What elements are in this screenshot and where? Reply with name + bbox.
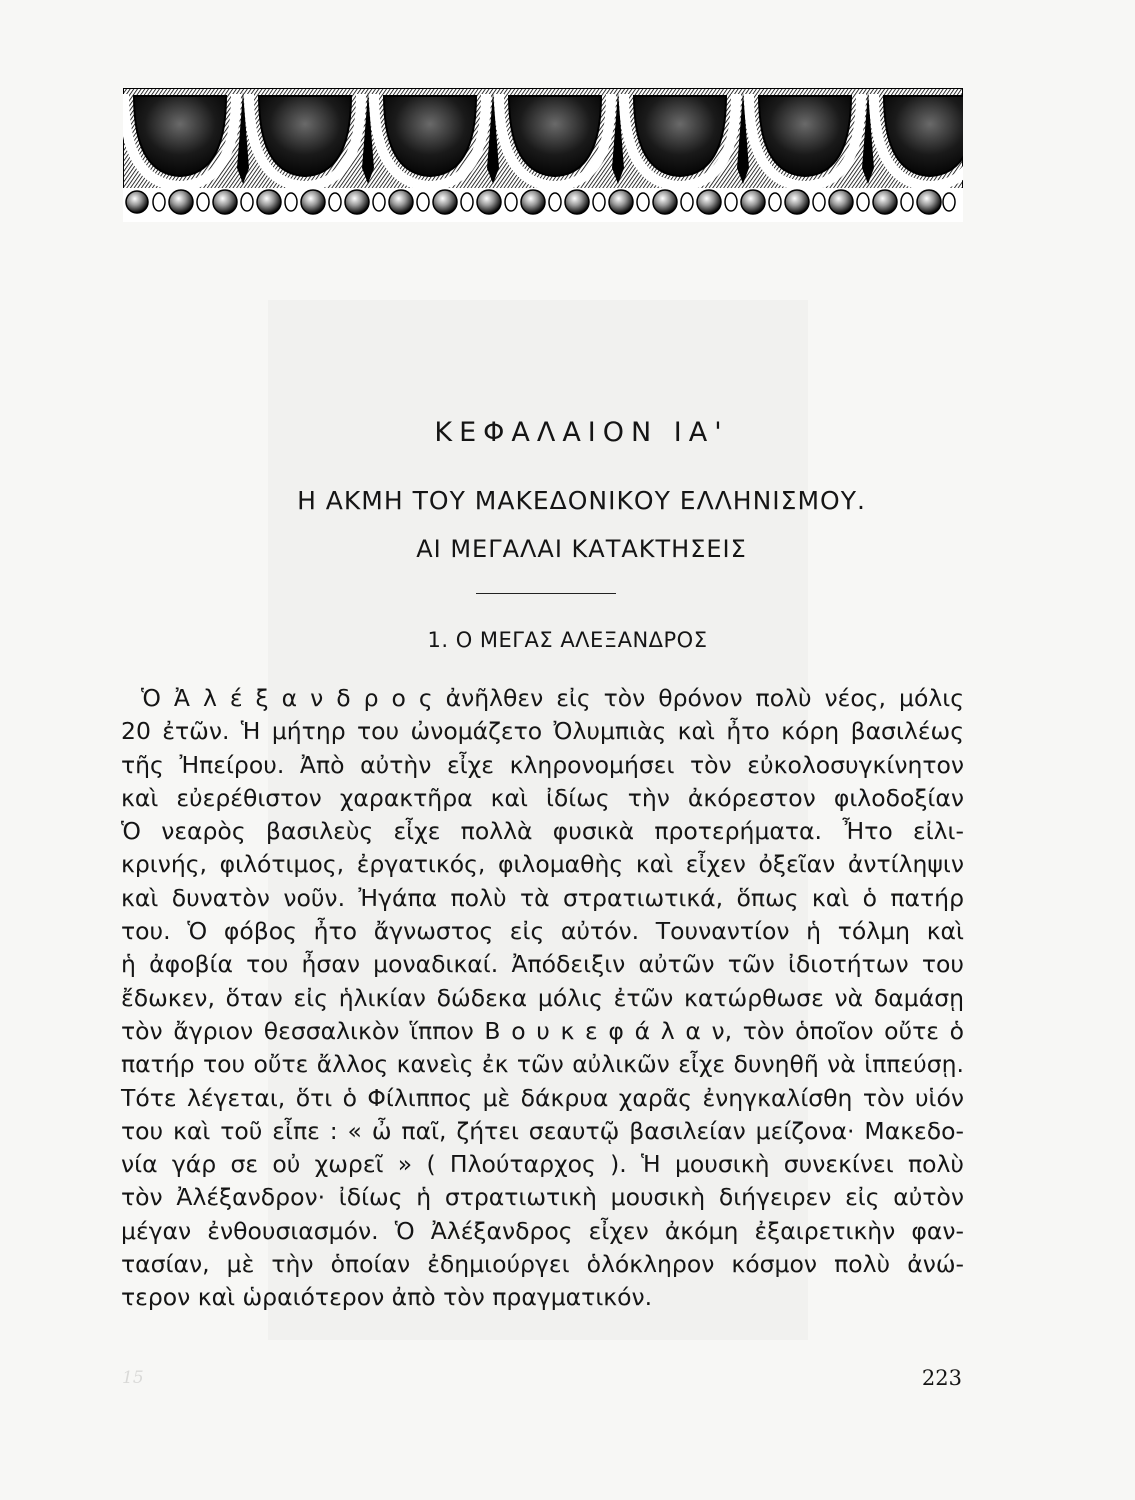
text-line: Ὁ νεαρὸς βασιλεὺς εἶχε πολλὰ φυσικὰ προτερήματα. Ἦτο εἰλι-: [121, 817, 964, 846]
text-line: 20 ἐτῶν. Ἡ μήτηρ του ὠνομάζετο Ὀλυμπιὰς καὶ ἦτο κόρη βασιλέως: [121, 717, 964, 746]
text-line: του καὶ τοῦ εἶπε : « ὦ παῖ, ζήτει σεαυτῷ βασιλείαν μείζονα· Μακεδο-: [121, 1116, 964, 1145]
text-line: τὸν ἄγριον θεσσαλικὸν ἵππον Β ο υ κ ε φ ά λ α ν, τὸν ὁποῖον οὔτε ὁ: [121, 1016, 964, 1045]
text-line: ἔδωκεν, ὅταν εἰς ἡλικίαν δώδεκα μόλις ἐτῶν κατώρθωσε νὰ δαμάσῃ: [121, 983, 964, 1012]
text-line: τερον καὶ ὡραιότερον ἀπὸ τὸν πραγματικόν.: [121, 1283, 653, 1312]
text-line: καὶ εὐερέθιστον χαρακτῆρα καὶ ἰδίως τὴν ἀκόρεστον φιλοδοξίαν: [121, 783, 964, 812]
text-line: τασίαν, μὲ τὴν ὁποίαν ἐδημιούργει ὁλόκληρον κόσμον πολὺ ἀνώ-: [121, 1250, 964, 1279]
text-line: μέγαν ἐνθουσιασμόν. Ὁ Ἀλέξανδρος εἶχεν ἀκόμη ἐξαιρετικὴν φαν-: [121, 1216, 964, 1245]
text-line: ἡ ἀφοβία του ἦσαν μοναδικαί. Ἀπόδειξιν αὐτῶν τῶν ἰδιοτήτων του: [121, 950, 964, 979]
section-heading: 1. Ο ΜΕΓΑΣ ΑΛΕΞΑΝΔΡΟΣ: [427, 628, 708, 652]
text-line: τὸν Ἀλέξανδρον· ἰδίως ἡ στρατιωτικὴ μουσικὴ διήγειρεν εἰς αὐτὸν: [121, 1183, 964, 1212]
title-divider: [476, 593, 616, 594]
text-line: τῆς Ἠπείρου. Ἀπὸ αὐτὴν εἶχε κληρονομήσει τὸν εὐκολοσυγκίνητον: [121, 750, 964, 779]
chapter-title-line-1: Η ΑΚΜΗ ΤΟΥ ΜΑΚΕΔΟΝΙΚΟΥ ΕΛΛΗΝΙΣΜΟΥ.: [297, 486, 866, 515]
egg-and-dart-ornament: [123, 88, 963, 222]
text-line: πατήρ του οὔτε ἄλλος κανεὶς ἐκ τῶν αὐλικῶν εἶχε δυνηθῆ νὰ ἱππεύσῃ.: [121, 1050, 964, 1079]
text-line: Τότε λέγεται, ὅτι ὁ Φίλιππος μὲ δάκρυα χαρᾶς ἐνηγκαλίσθη τὸν υἱόν: [121, 1083, 964, 1112]
text-line: Ὁ Ἀ λ έ ξ α ν δ ρ ο ς ἀνῆλθεν εἰς τὸν θρόνον πολὺ νέος, μόλις: [141, 684, 964, 712]
text-line: νία γάρ σε οὐ χωρεῖ » ( Πλούταρχος ). Ἡ μουσικὴ συνεκίνει πολὺ: [121, 1150, 964, 1179]
text-line: καὶ δυνατὸν νοῦν. Ἠγάπα πολὺ τὰ στρατιωτικά, ὅπως καὶ ὁ πατήρ: [121, 883, 964, 912]
chapter-number: ΚΕΦΑΛΑΙΟΝ ΙΑ': [434, 417, 729, 448]
text-line: του. Ὁ φόβος ἦτο ἄγνωστος εἰς αὐτόν. Τουναντίον ἡ τόλμη καὶ: [121, 917, 964, 946]
text-line: κρινής, φιλότιμος, ἐργατικός, φιλομαθὴς καὶ εἶχεν ὀξεῖαν ἀντίληψιν: [121, 850, 964, 879]
chapter-title-line-2: ΑΙ ΜΕΓΑΛΑΙ ΚΑΤΑΚΤΗΣΕΙΣ: [416, 535, 747, 563]
body-paragraph: [121, 682, 964, 1315]
page-number: 223: [921, 1366, 962, 1390]
signature-mark: 15: [122, 1368, 144, 1388]
